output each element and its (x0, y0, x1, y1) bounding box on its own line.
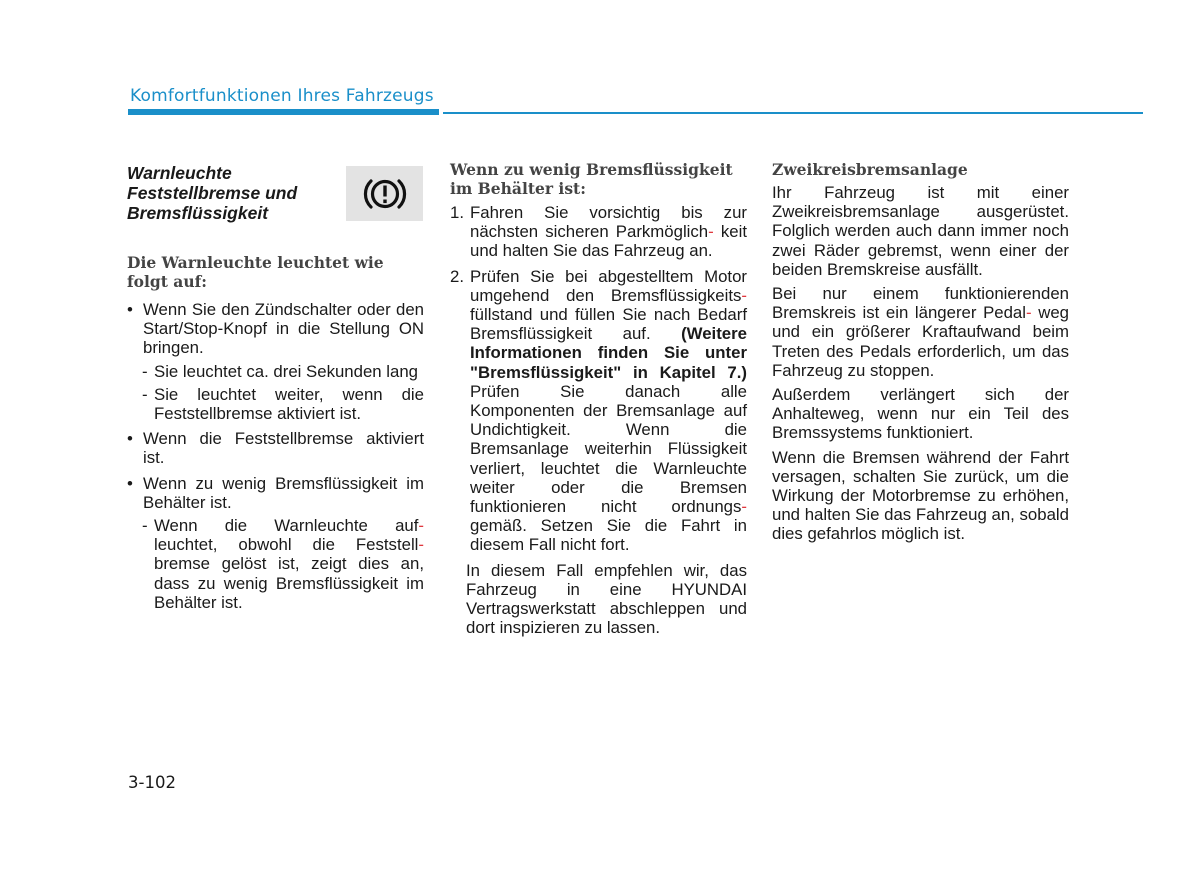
paragraph: Ihr Fahrzeug ist mit einer Zweikreisbremsanlage ausgerüstet. Folglich werden auch dann immer noch zwei Räder gebremst, wenn einer der beiden Bremskreise ausfällt. (772, 183, 1069, 279)
sub-list-item-text: Wenn die Warnleuchte auf- leuchtet, obwohl die Feststell- bremse gelöst ist, zeigt dies an, dass zu wenig Bremsflüssigkeit im Behälter ist. (154, 516, 424, 612)
list-item-text: Wenn zu wenig Bremsflüssigkeit im Behälter ist. (143, 473, 424, 512)
dash-mark: - (142, 516, 148, 536)
list-item-text: Wenn Sie den Zündschalter oder den Start/Stop-Knopf in die Stellung ON bringen. (143, 300, 424, 358)
column-warning-light (127, 160, 424, 612)
numbered-item-text: Prüfen Sie bei abgestelltem Motor umgehend den Bremsflüssigkeits- füllstand und füllen Sie nach Bedarf Bremsflüssigkeit auf. (Weitere Informationen finden Sie unter "Bremsflüssigkeit" in Kapitel 7.) Prüfen Sie danach alle Komponenten der Bremsanlage auf Undichtigkeit. Wenn die Bremsanlage weiterhin Flüssigkeit verliert, leuchtet die Warnleuchte weiter oder die Bremsen funktionieren nicht ordnungs- gemäß. Setzen Sie die Fahrt in diesem Fall nicht fort. (470, 266, 747, 555)
low-fluid-heading: Wenn zu wenig Bremsflüssigkeit im Behälter ist: (450, 160, 733, 198)
list-item (127, 300, 424, 358)
column-low-fluid (450, 160, 747, 637)
sub-list-item (142, 516, 424, 612)
bullet-mark: • (127, 300, 133, 319)
bullet-mark: • (127, 473, 133, 493)
paragraph: Wenn die Bremsen während der Fahrt versagen, schalten Sie zurück, um die Wirkung der Motorbremse zu erhöhen, und halten Sie das Fahrzeug an, sobald dies gefahrlos möglich ist. (772, 447, 1069, 544)
sub-list-item-text: Sie leuchtet weiter, wenn die Feststellbremse aktiviert ist. (154, 384, 424, 424)
column-dual-circuit (772, 160, 1069, 549)
dash-mark: - (142, 361, 148, 381)
header-rule-thin (443, 112, 1143, 114)
dual-circuit-heading: Zweikreisbremsanlage (772, 160, 968, 179)
sub-list-item (142, 362, 424, 381)
list-item-text: Wenn die Feststellbremse aktiviert ist. (143, 429, 424, 468)
dash-mark: - (142, 384, 148, 404)
cross-reference: (Weitere Informationen finden Sie unter "Bremsflüssigkeit" in Kapitel 7.) (470, 324, 747, 382)
item-number: 1. (450, 203, 464, 222)
paragraph: Bei nur einem funktionierenden Bremskreis ist ein längerer Pedal- weg und ein größerer Kraftaufwand beim Treten des Pedals erforderlich, um das Fahrzeug zu stoppen. (772, 284, 1069, 380)
header-title: Komfortfunktionen Ihres Fahrzeugs (130, 86, 434, 106)
bullet-mark: • (127, 429, 133, 449)
sub-list-item (142, 385, 424, 423)
lead-heading: Die Warnleuchte leuchtet wie folgt auf: (127, 253, 384, 291)
sub-list-item-text: Sie leuchtet ca. drei Sekunden lang (154, 361, 419, 381)
numbered-item-text: Fahren Sie vorsichtig bis zur nächsten sicheren Parkmöglich- keit und halten Sie das Fahrzeug an. (470, 203, 747, 261)
list-item (127, 429, 424, 467)
item-number: 2. (450, 266, 464, 286)
header-rule-thick (128, 109, 439, 115)
list-item (127, 474, 424, 512)
closing-paragraph: In diesem Fall empfehlen wir, das Fahrzeug in eine HYUNDAI Vertragswerkstatt abschleppen und dort inspizieren zu lassen. (466, 560, 747, 638)
numbered-item (450, 203, 747, 261)
page-number: 3-102 (128, 773, 176, 792)
numbered-item (450, 267, 747, 555)
section-title: Warnleuchte Feststellbremse und Bremsflüssigkeit (127, 163, 298, 223)
parking-brake-warning-icon (346, 166, 423, 221)
paragraph: Außerdem verlängert sich der Anhalteweg, wenn nur ein Teil des Bremssystems funktioniert. (772, 385, 1069, 443)
